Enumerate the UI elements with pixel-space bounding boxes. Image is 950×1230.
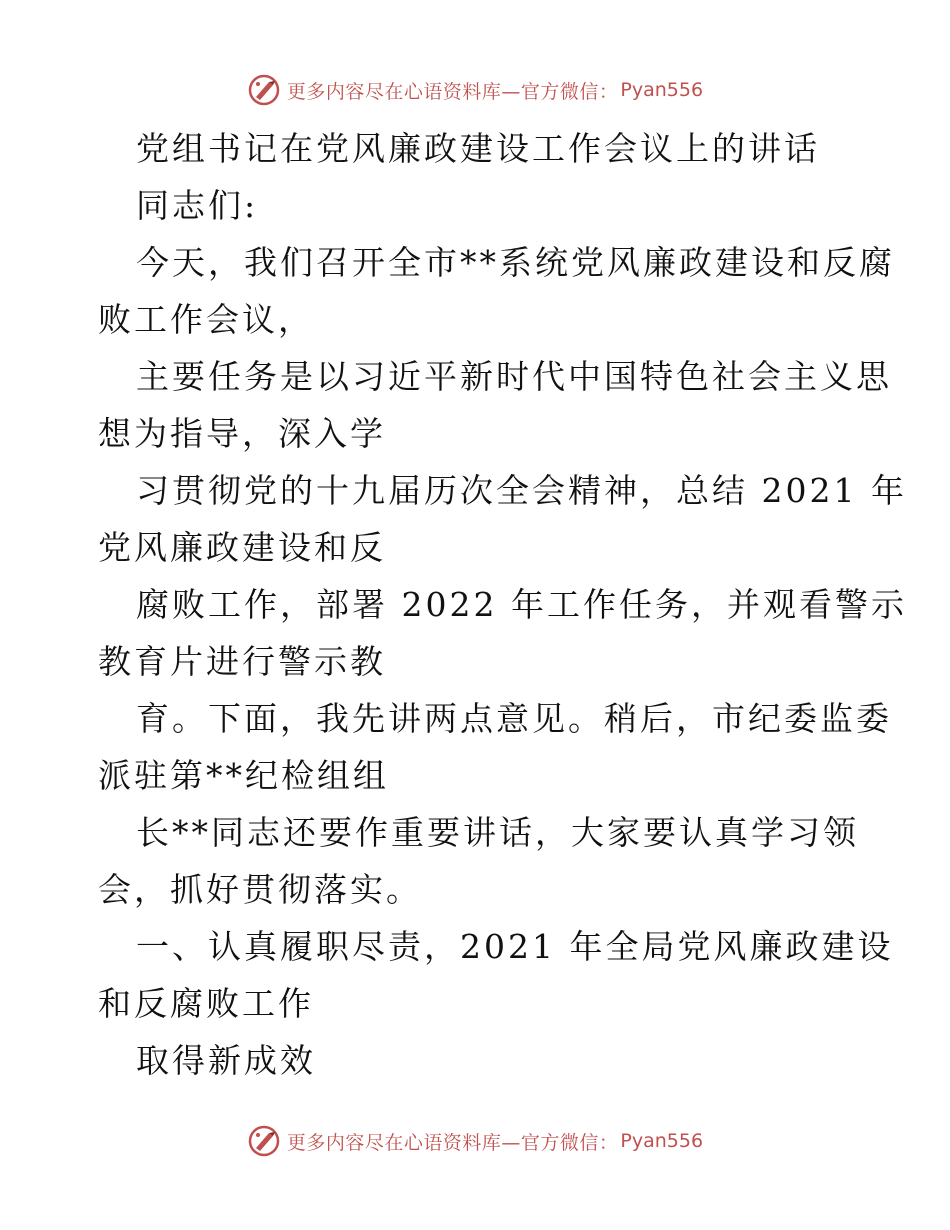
text-line: 一、认真履职尽责，2021 年全局党风廉政建设 — [136, 927, 894, 966]
text-line: 今天，我们召开全市**系统党风廉政建设和反腐 — [136, 243, 895, 282]
text-line: 取得新成效 — [136, 1041, 316, 1080]
text-line: 教育片进行警示教 — [98, 642, 386, 681]
text-line: 育。下面，我先讲两点意见。稍后，市纪委监委 — [136, 699, 892, 738]
brand-logo-icon — [247, 1124, 281, 1158]
text-line: 会，抓好贯彻落实。 — [98, 870, 422, 909]
footer-watermark — [0, 1121, 950, 1161]
text-line: 腐败工作，部署 2022 年工作任务，并观看警示 — [136, 585, 907, 624]
text-line: 同志们: — [136, 186, 259, 225]
document-title: 党组书记在党风廉政建设工作会议上的讲话 — [136, 129, 820, 168]
brand-logo-icon — [247, 73, 281, 107]
text-line: 习贯彻党的十九届历次全会精神，总结 2021 年 — [136, 471, 907, 510]
watermark-text: 更多内容尽在心语资料库—官方微信： — [286, 1131, 619, 1154]
watermark-account: Pyan556 — [620, 79, 704, 101]
watermark-text: 更多内容尽在心语资料库—官方微信： — [286, 80, 619, 103]
watermark-account: Pyan556 — [620, 1130, 704, 1152]
document-body — [98, 120, 907, 1089]
text-line: 和反腐败工作 — [98, 984, 314, 1023]
text-line: 主要任务是以习近平新时代中国特色社会主义思 — [136, 357, 892, 396]
text-line: 败工作会议， — [98, 300, 314, 339]
header-watermark — [0, 70, 950, 110]
text-line: 想为指导，深入学 — [98, 414, 386, 453]
text-line: 长**同志还要作重要讲话，大家要认真学习领 — [136, 813, 859, 852]
text-line: 党风廉政建设和反 — [98, 528, 386, 567]
text-line: 派驻第**纪检组组 — [98, 756, 389, 795]
